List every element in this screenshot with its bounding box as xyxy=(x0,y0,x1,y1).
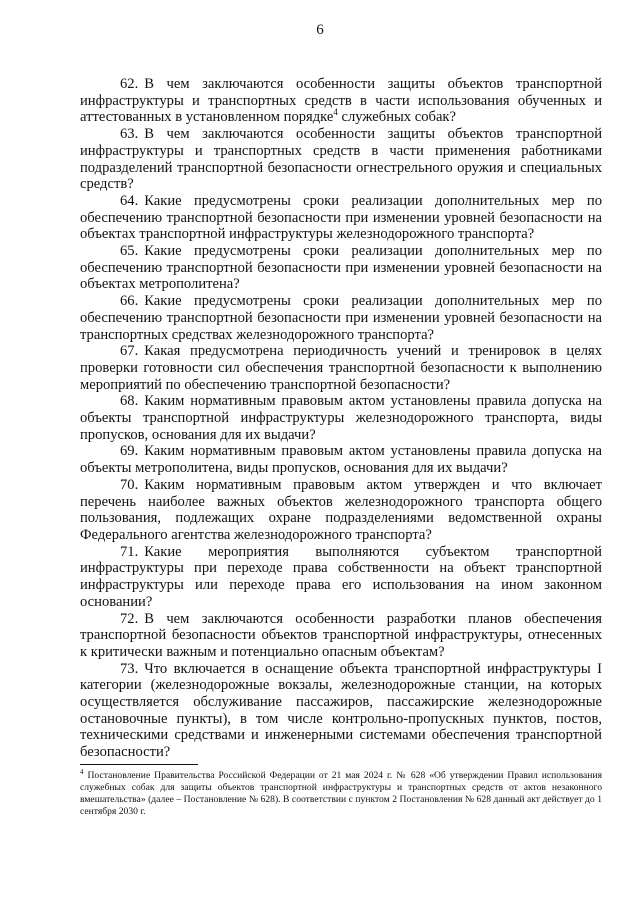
question-63 xyxy=(80,126,602,193)
question-number: 67. xyxy=(120,343,139,360)
question-text: Какая предусмотрена периодичность учений и тренировок в целях проверки готовности сил обеспечения транспортной безопасности к выполнению мероприятий по обеспечению транспортной безопасности? xyxy=(80,343,602,393)
question-number: 64. xyxy=(120,192,139,209)
question-list xyxy=(80,76,602,761)
footnote-mark: 4 xyxy=(80,767,84,776)
question-62 xyxy=(80,76,602,126)
question-text: Каким нормативным правовым актом установлены правила допуска на объекты транспортной инфраструктуры железнодорожного транспорта, виды пропусков, основания для их выдачи? xyxy=(80,393,602,443)
question-number: 63. xyxy=(120,126,139,143)
question-72 xyxy=(80,611,602,661)
question-text: Какие предусмотрены сроки реализации дополнительных мер по обеспечению транспортной безопасности при изменении уровней безопасности на объектах метрополитена? xyxy=(80,243,602,293)
footnote-separator xyxy=(80,764,198,765)
question-number: 70. xyxy=(120,476,139,493)
question-text: Что включается в оснащение объекта транспортной инфраструктуры I категории (железнодорожные вокзалы, железнодорожные станции, на которых осуществляется обслуживание пассажиров, пассажирские железнодорожные остановочные пункты), в том числе контрольно-пропускных пунктов, постов, техническими средствами и инженерными системами обеспечения транспортной безопасности? xyxy=(80,660,602,761)
page-number: 6 xyxy=(316,22,324,38)
footnote-reference: 4 xyxy=(333,107,338,118)
question-number: 73. xyxy=(120,660,139,677)
question-70 xyxy=(80,477,602,544)
question-text: В чем заключаются особенности защиты объектов транспортной инфраструктуры и транспортных средств в части использования обученных и аттестованных в установленном порядке xyxy=(80,76,602,126)
question-71 xyxy=(80,544,602,611)
question-number: 68. xyxy=(120,393,139,410)
question-number: 62. xyxy=(120,76,139,92)
question-number: 72. xyxy=(120,610,139,627)
question-text: Каким нормативным правовым актом установлены правила допуска на объекты метрополитена, виды пропусков, основания для их выдачи? xyxy=(80,443,602,477)
question-68 xyxy=(80,393,602,443)
question-64 xyxy=(80,193,602,243)
footnote-text: Постановление Правительства Российской Федерации от 21 мая 2024 г. № 628 «Об утверждении Правил использования служебных собак для защиты объектов транспортной инфраструктуры и транспортных средств от актов незаконного вмешательства» (далее – Постановление № 628). В соответствии с пунктом 2 Постановления № 628 данный акт действует до 1 сентября 2030 г. xyxy=(80,770,602,817)
question-number: 71. xyxy=(120,543,139,560)
question-66 xyxy=(80,293,602,343)
question-text: Какие мероприятия выполняются субъектом транспортной инфраструктуры при переходе права собственности на объект транспортной инфраструктуры или переходе права его использования на ином законном основании? xyxy=(80,543,602,610)
question-73 xyxy=(80,661,602,761)
question-number: 65. xyxy=(120,243,139,260)
question-text-continued: служебных собак? xyxy=(337,109,457,126)
question-text: В чем заключаются особенности разработки планов обеспечения транспортной безопасности объектов транспортной инфраструктуры, отнесенных к критически важным и потенциально опасным объектам? xyxy=(80,610,602,660)
footnote xyxy=(80,767,602,818)
question-text: Каким нормативным правовым актом утвержден и что включает перечень наиболее важных объектов железнодорожного транспорта общего пользования, подлежащих охране подразделениями ведомственной охраны Федерального агентства железнодорожного транспорта? xyxy=(80,476,602,543)
question-number: 66. xyxy=(120,293,139,310)
question-69 xyxy=(80,443,602,476)
question-text: В чем заключаются особенности защиты объектов транспортной инфраструктуры и транспортных средств в части применения работниками подразделений транспортной безопасности огнестрельного оружия и специальных средств? xyxy=(80,126,602,193)
question-67 xyxy=(80,343,602,393)
question-number: 69. xyxy=(120,443,139,460)
question-text: Какие предусмотрены сроки реализации дополнительных мер по обеспечению транспортной безопасности при изменении уровней безопасности на объектах транспортной инфраструктуры железнодорожного транспорта? xyxy=(80,192,602,243)
question-65 xyxy=(80,243,602,293)
question-text: Какие предусмотрены сроки реализации дополнительных мер по обеспечению транспортной безопасности при изменении уровней безопасности на транспортных средствах железнодорожного транспорта? xyxy=(80,293,602,343)
